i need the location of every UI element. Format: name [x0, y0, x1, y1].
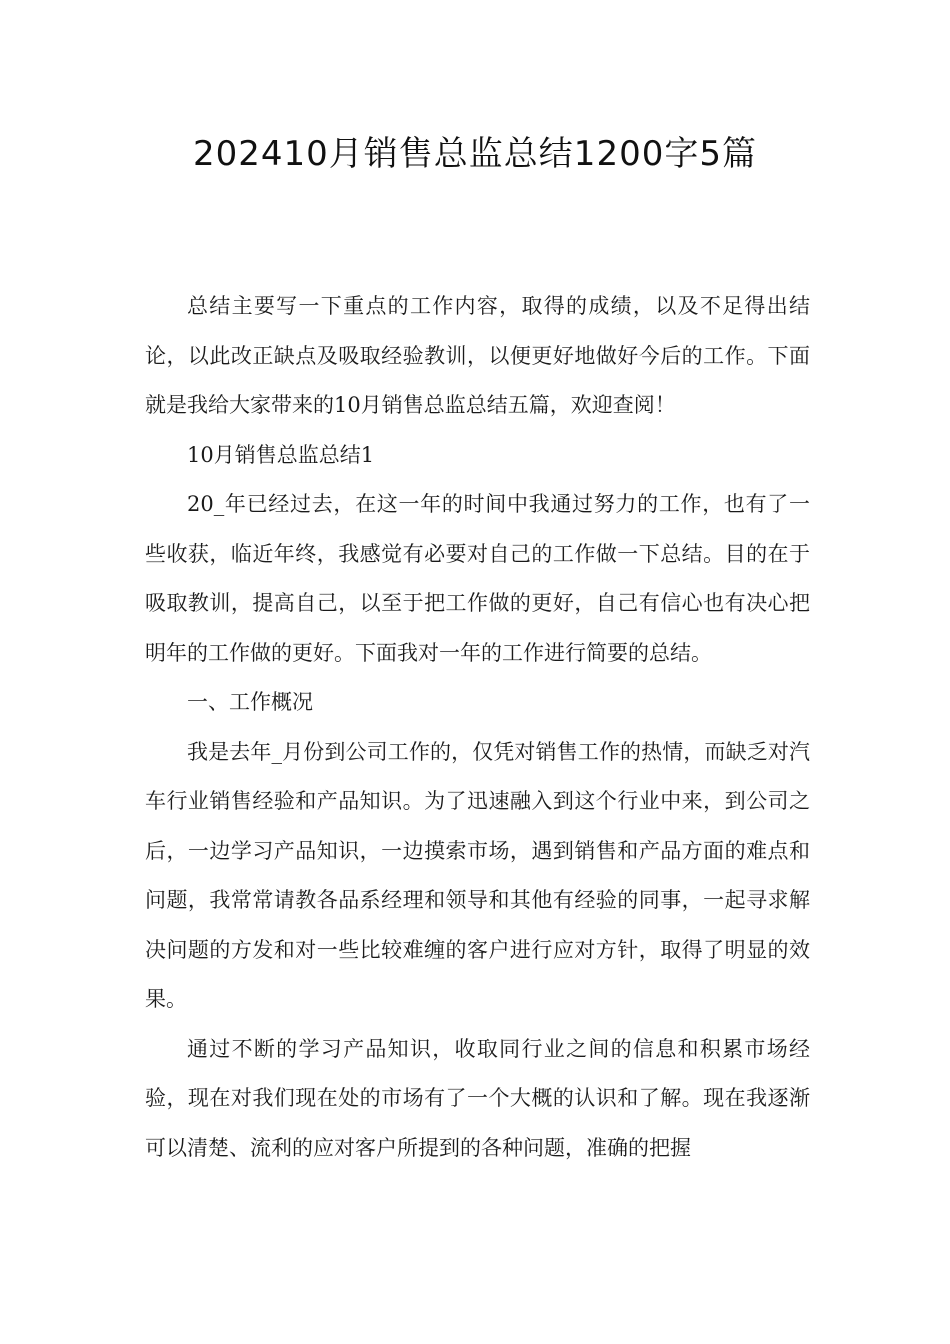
intro-paragraph: 总结主要写一下重点的工作内容，取得的成绩，以及不足得出结论，以此改正缺点及吸取经验教训，以便更好地做好今后的工作。下面就是我给大家带来的10月销售总监总结五篇，欢迎查阅！ — [145, 294, 810, 417]
section-heading-summary-1: 10月销售总监总结1 — [187, 442, 375, 467]
section-heading-work-overview: 一、工作概况 — [187, 690, 313, 714]
body-paragraph: 20_年已经过去，在这一年的时间中我通过努力的工作，也有了一些收获，临近年终，我感觉有必要对自己的工作做一下总结。目的在于吸取教训，提高自己，以至于把工作做的更好，自己有信心也有决心把明年的工作做的更好。下面我对一年的工作进行简要的总结。 — [145, 492, 810, 665]
document-body — [145, 282, 810, 1173]
document-title: 202410月销售总监总结1200字5篇 — [193, 134, 757, 174]
body-paragraph: 通过不断的学习产品知识，收取同行业之间的信息和积累市场经验，现在对我们现在处的市场有了一个大概的认识和了解。现在我逐渐可以清楚、流利的应对客户所提到的各种问题，准确的把握 — [145, 1036, 810, 1160]
body-paragraph: 我是去年_月份到公司工作的，仅凭对销售工作的热情，而缺乏对汽车行业销售经验和产品知识。为了迅速融入到这个行业中来，到公司之后，一边学习产品知识，一边摸索市场，遇到销售和产品方面的难点和问题，我常常请教各品系经理和领导和其他有经验的同事，一起寻求解决问题的方发和对一些比较难缠的客户进行应对方针，取得了明显的效果。 — [145, 739, 810, 1011]
